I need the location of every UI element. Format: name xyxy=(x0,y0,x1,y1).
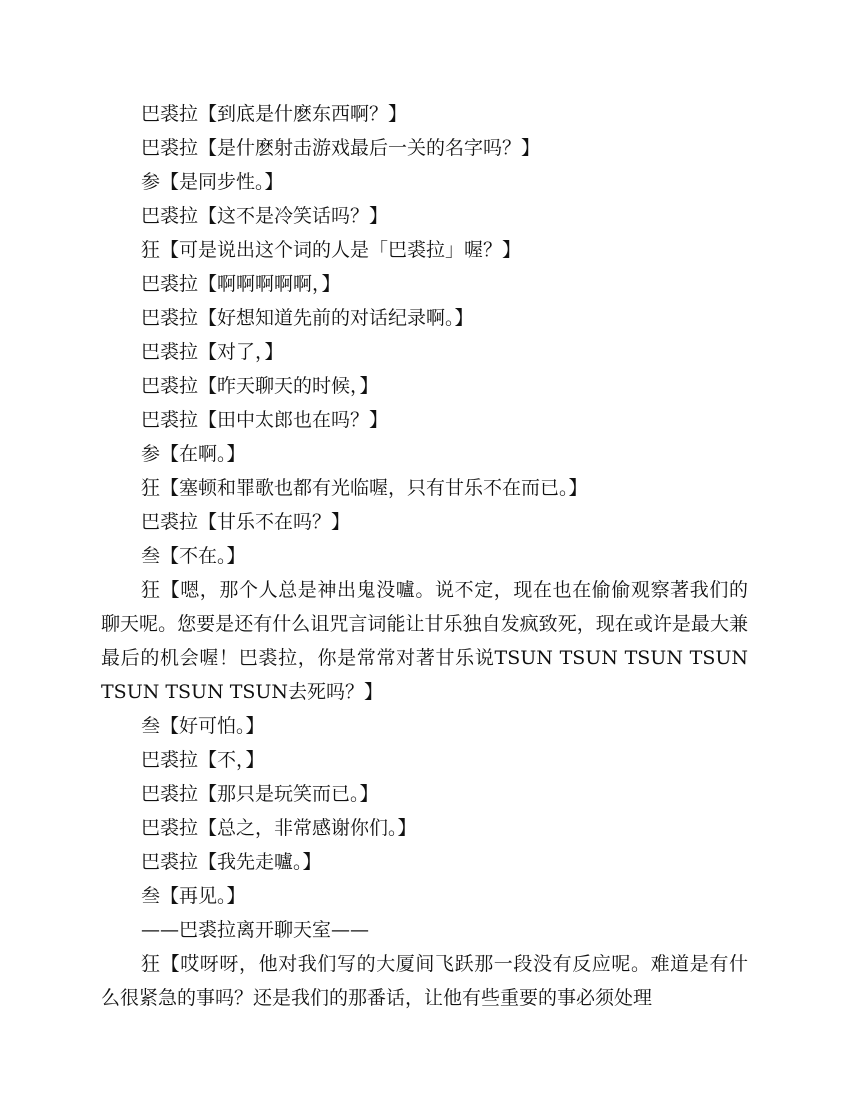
dialogue-line: 叁【再见。】 xyxy=(141,885,246,907)
dialogue-line: 巴裘拉【到底是什麽东西啊？】 xyxy=(141,103,408,125)
dialogue-line: 巴裘拉【好想知道先前的对话纪录啊。】 xyxy=(141,307,474,329)
dialogue-line: 巴裘拉【我先走嚧。】 xyxy=(141,851,322,873)
dialogue-line: 巴裘拉【甘乐不在吗？】 xyxy=(141,511,351,533)
dialogue-line: 参【是同步性。】 xyxy=(141,171,284,193)
dialogue-line: 巴裘拉【啊啊啊啊啊，】 xyxy=(141,273,341,295)
dialogue-paragraph: 狂【哎呀呀，他对我们写的大厦间飞跃那一段没有反应呢。难道是有什么很紧急的事吗？还是我们的那番话，让他有些重要的事必须处理 xyxy=(101,953,748,1009)
dialogue-line: 狂【塞顿和罪歌也都有光临喔，只有甘乐不在而已。】 xyxy=(141,477,588,499)
chatroom-notice: ——巴裘拉离开聊天室—— xyxy=(141,919,370,941)
dialogue-line: 狂【可是说出这个词的人是「巴裘拉」喔？】 xyxy=(141,239,522,261)
dialogue-line: 参【在啊。】 xyxy=(141,443,246,465)
dialogue-line: 巴裘拉【那只是玩笑而已。】 xyxy=(141,783,379,805)
dialogue-line: 巴裘拉【昨天聊天的时候，】 xyxy=(141,375,379,397)
dialogue-line: 巴裘拉【田中太郎也在吗？】 xyxy=(141,409,389,431)
dialogue-line: 巴裘拉【不，】 xyxy=(141,749,265,771)
dialogue-line: 巴裘拉【是什麽射击游戏最后一关的名字吗？】 xyxy=(141,137,541,159)
dialogue-paragraph: 狂【嗯，那个人总是神出鬼没嚧。说不定，现在也在偷偷观察著我们的聊天呢。您要是还有什么诅咒言词能让甘乐独自发疯致死，现在或许是最大兼最后的机会喔！巴裘拉，你是常常对著甘乐说TSUN TSUN TSUN TSUN TSUN TSUN TSUN去死吗？】 xyxy=(101,579,748,703)
dialogue-line: 叁【不在。】 xyxy=(141,545,246,567)
document-page xyxy=(101,97,748,1015)
dialogue-line: 巴裘拉【对了，】 xyxy=(141,341,284,363)
dialogue-line: 巴裘拉【这不是冷笑话吗？】 xyxy=(141,205,389,227)
dialogue-line: 巴裘拉【总之，非常感谢你们。】 xyxy=(141,817,417,839)
dialogue-line: 叁【好可怕。】 xyxy=(141,715,265,737)
